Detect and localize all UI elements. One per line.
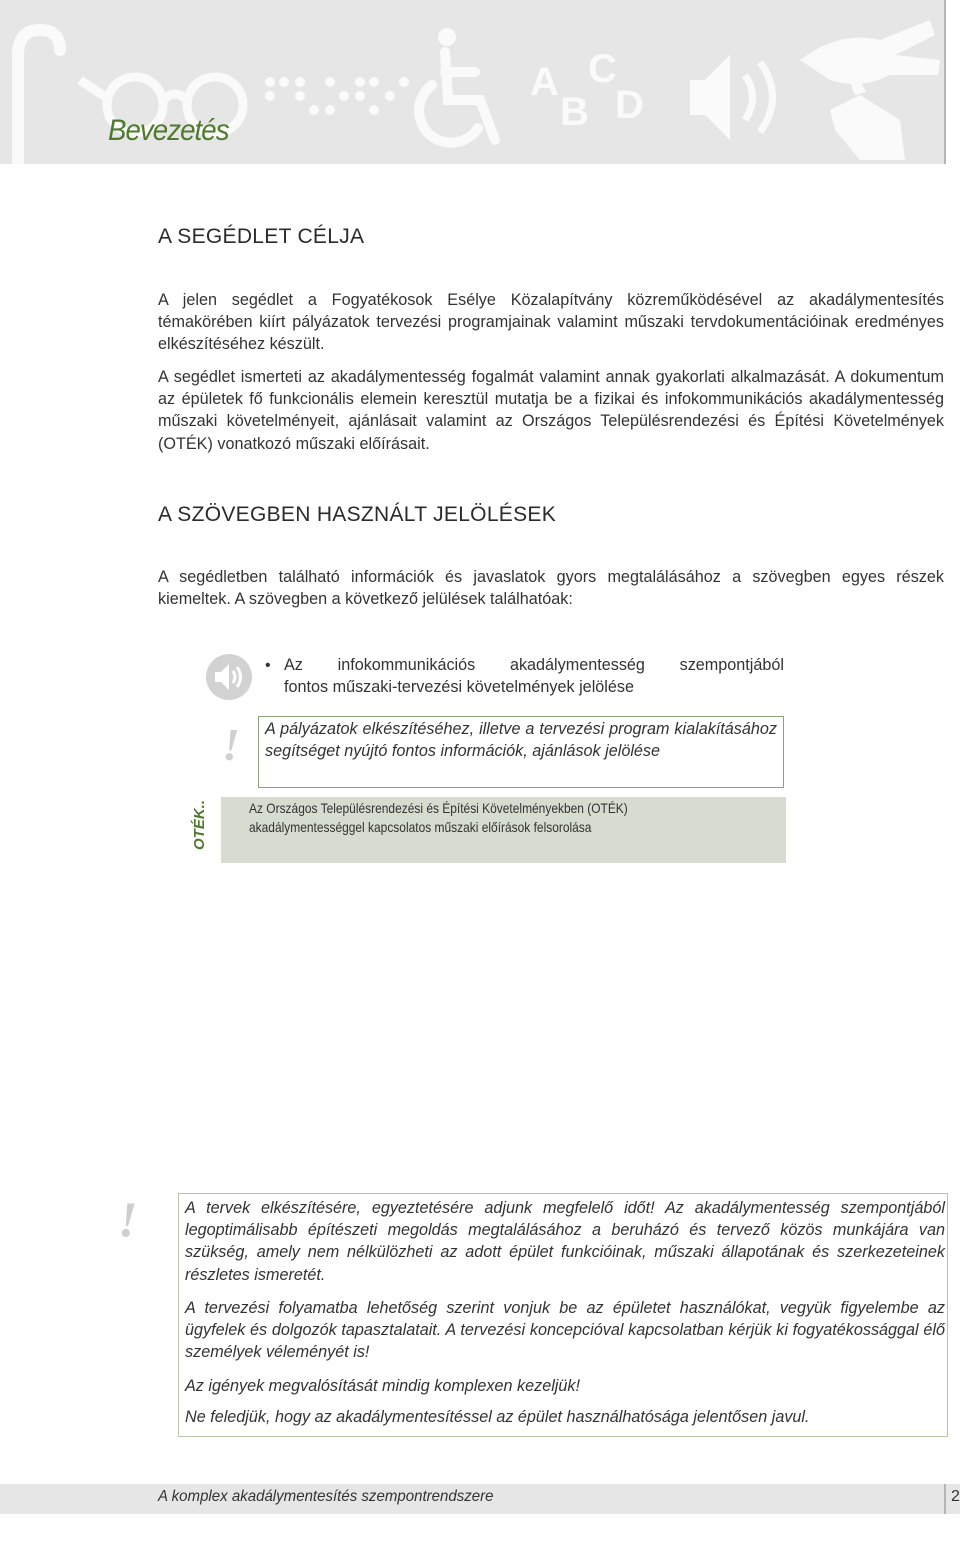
note-paragraph-4: Ne feledjük, hogy az akadálymentesítéssel az épület használhatósága jelentősen javul. [185,1408,810,1426]
white-cane-icon [18,30,60,164]
footer-divider [944,1484,946,1514]
sign-language-hand-icon [800,20,940,160]
speaker-legend-icon [205,653,253,701]
section-heading-markings: A SZÖVEGBEN HASZNÁLT JELÖLÉSEK [158,503,557,526]
otek-legend-line2: akadálymentességgel kapcsolatos műszaki előírások felsorolása [249,820,592,835]
otek-label: OTÉK.. [191,799,208,850]
svg-text:A: A [530,60,559,104]
note-paragraph-1: A tervek elkészítésére, egyeztetésére adjunk megfelelő időt! Az akadálymentesség szempontjából legoptimálisabb építészeti megoldás megtalálásához a beruházó és tervező közös munkájára van szükség, amely nem nélkülözheti az adott épület funkcióinak, műszaki állapotának és szerkezeteinek részletes ismeretét. [185,1199,945,1284]
otek-legend-line1: Az Országos Településrendezési és Építési Követelményekben (OTÉK) [249,801,628,816]
section-heading-purpose: A SEGÉDLET CÉLJA [158,225,365,248]
infokomm-legend-line1: Az infokommunikációs akadálymentesség szempontjából [284,656,784,674]
note-exclamation-icon: ! [118,1191,138,1247]
bullet: • [265,657,271,674]
wheelchair-icon [419,28,495,143]
footer-title: A komplex akadálymentesítés szempontrendszere [158,1488,494,1505]
paragraph-purpose-2: A segédlet ismerteti az akadálymentesség fogalmát valamint annak gyakorlati alkalmazását. A dokumentum az épületek fő funkcionális elemein keresztül mutatja be a fizikai és infokommunikációs akadálymentesség műszaki követelményeit, ajánlásait valamint az Országos Településrendezési és Építési Követelmények (OTÉK) vonatkozó műszaki előírásait. [158,368,944,453]
svg-text:C: C [588,47,617,91]
braille-icon [265,77,409,115]
page-number: 2 [951,1488,960,1505]
note-paragraph-3: Az igények megvalósítását mindig komplexen kezeljük! [185,1377,580,1395]
exclamation-mark: ! [222,719,240,766]
page-title: Bevezetés [108,114,229,147]
infokomm-legend-line2: fontos műszaki-tervezési követelmények jelölése [284,678,634,696]
paragraph-markings: A segédletben található információk és javaslatok gyors megtalálásához a szövegben egyes részek kiemeltek. A szövegben a következő jelülések találhatóak: [158,568,944,609]
note-paragraph-2: A tervezési folyamatba lehetőség szerint vonjuk be az épületet használókat, vegyük figyelembe az ügyfelek és dolgozók tapasztalatait. A tervezési koncepcióval kapcsolatban kérjük ki fogyatékossággal élő személyek véleményét is! [185,1299,945,1362]
abcd-letters-icon [530,47,644,134]
header-banner [0,0,944,164]
svg-text:D: D [615,83,644,127]
header-divider [944,0,946,164]
exclamation-legend-icon [205,718,253,766]
important-legend-box: A pályázatok elkészítéséhez, illetve a tervezési program kialakításához segítséget nyújtó fontos információk, ajánlások jelölése [258,716,784,788]
paragraph-purpose-1: A jelen segédlet a Fogyatékosok Esélye Közalapítvány közreműködésével az akadálymentesítés témakörében kiírt pályázatok tervezési programjainak valamint műszaki tervdokumentációinak eredményes elkészítéséhez készült. [158,291,944,354]
svg-text:B: B [560,90,589,134]
speaker-icon [690,55,773,140]
